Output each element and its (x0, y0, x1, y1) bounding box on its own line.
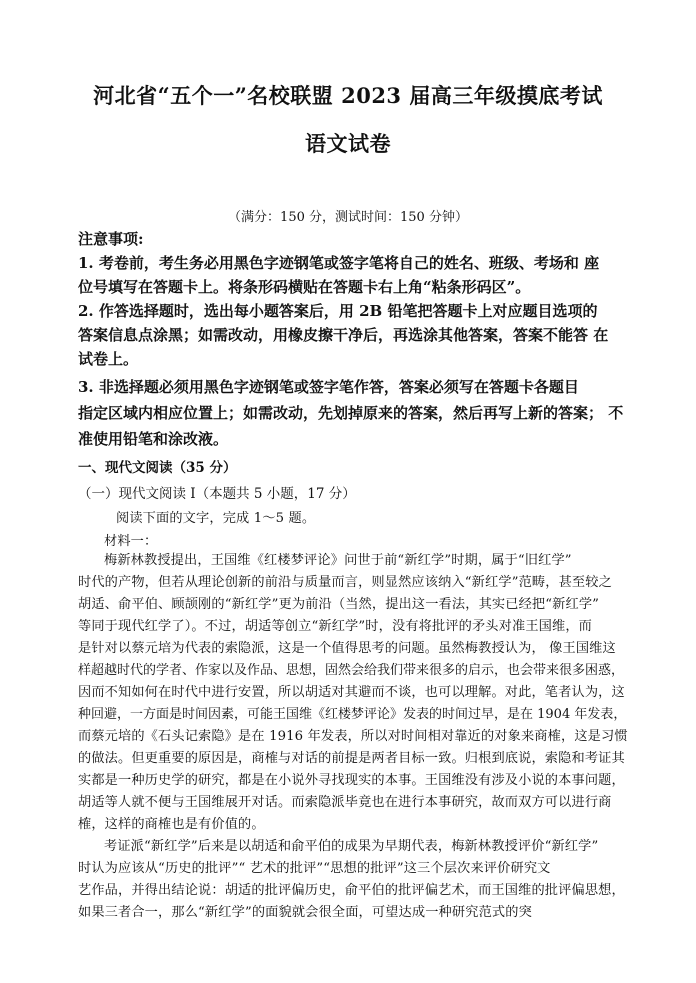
passage-line: 而蔡元培的《石头记索隐》是在 1916 年发表，所以对时间相对靠近的对象来商榷，这是习惯 (78, 729, 628, 744)
passage-line: 是针对以蔡元培为代表的索隐派，这是一个值得思考的问题。虽然梅教授认为， 像王国维这 (78, 641, 616, 656)
passage-line: 如果三者合一，那么“新红学”的面貌就会很全面，可望达成一种研究范式的突 (78, 905, 532, 920)
passage-line: 的做法。但更重要的原因是，商榷与对话的前提是两者目标一致。归根到底说，索隐和考证其 (78, 751, 625, 766)
passage-line: 胡适等人就不便与王国维展开对话。而索隐派毕竟也在进行本事研究，故而双方可以进行商 (78, 795, 612, 810)
passage-line: 因而不知如何在时代中进行安置，所以胡适对其避而不谈，也可以理解。对此，笔者认为，这 (78, 685, 625, 700)
passage-line: 样超越时代的学者、作家以及作品、思想，固然会给我们带来很多的启示，也会带来很多困惑， (78, 663, 625, 678)
passage-line: 艺作品，并得出结论说：胡适的批评偏历史，俞平伯的批评偏艺术，而王国维的批评偏思想， (78, 883, 625, 898)
passage-line: 种回避，一方面是时间因素，可能王国维《红楼梦评论》发表的时间过早，是在 1904 年发表， (78, 707, 627, 722)
notice-heading: 注意事项: (78, 230, 144, 248)
exam-info: （满分：150 分，测试时间：150 分钟） (228, 210, 468, 225)
passage-line: 时代的产物，但若从理论创新的前沿与质量而言，则显然应该纳入“新红学”范畴，甚至较之 (78, 575, 612, 590)
notice-line: 1. 考卷前，考生务必用黑色字迹钢笔或签字笔将自己的姓名、班级、考场和 座 (78, 254, 600, 272)
notice-line: 位号填写在答题卡上。将条形码横贴在答题卡右上角“粘条形码区”。 (78, 278, 531, 296)
notice-line: 答案信息点涂黑；如需改动，用橡皮擦干净后，再选涂其他答案，答案不能答 在 (78, 326, 609, 344)
notice-line: 准使用铅笔和涂改液。 (78, 430, 229, 448)
reading-instruction: 阅读下面的文字，完成 1～5 题。 (116, 511, 316, 526)
notice-line: 3. 非选择题必须用黑色字迹钢笔或签字笔作答，答案必须写在答题卡各题目 (78, 378, 579, 396)
passage-line: 考证派“新红学”后来是以胡适和俞平伯的成果为早期代表，梅新林教授评价“新红学” (104, 839, 599, 854)
passage-line: 梅新林教授提出，王国维《红楼梦评论》问世于前“新红学”时期，属于“旧红学” (104, 553, 572, 568)
notice-line: 试卷上。 (78, 350, 139, 368)
notice-line: 2. 作答选择题时，选出每小题答案后，用 2B 铅笔把答题卡上对应题目选项的 (78, 302, 598, 320)
passage-line: 实都是一种历史学的研究，都是在小说外寻找现实的本事。王国维没有涉及小说的本事问题， (78, 773, 625, 788)
material-label: 材料一： (104, 534, 158, 549)
passage-line: 胡适、俞平伯、顾颉刚的“新红学”更为前沿（当然，提出这一看法，其实已经把“新红学” (78, 597, 600, 612)
subsection-heading: （一）现代文阅读 Ⅰ（本题共 5 小题，17 分） (78, 486, 356, 502)
exam-subtitle: 语文试卷 (305, 131, 391, 156)
exam-title: 河北省“五个一”名校联盟 2023 届高三年级摸底考试 (93, 83, 603, 108)
passage-line: 等同于现代红学了）。不过，胡适等创立“新红学”时，没有将批评的矛头对准王国维，而 (78, 619, 593, 634)
passage-line: 榷，这样的商榷也是有价值的。 (78, 817, 265, 832)
section-heading: 一、现代文阅读（35 分） (78, 460, 237, 476)
passage-line: 时认为应该从“历史的批评”“ 艺术的批评”“思想的批评”这三个层次来评价研究文 (78, 861, 551, 876)
notice-line: 指定区域内相应位置上；如需改动，先划掉原来的答案，然后再写上新的答案； 不 (78, 404, 624, 422)
